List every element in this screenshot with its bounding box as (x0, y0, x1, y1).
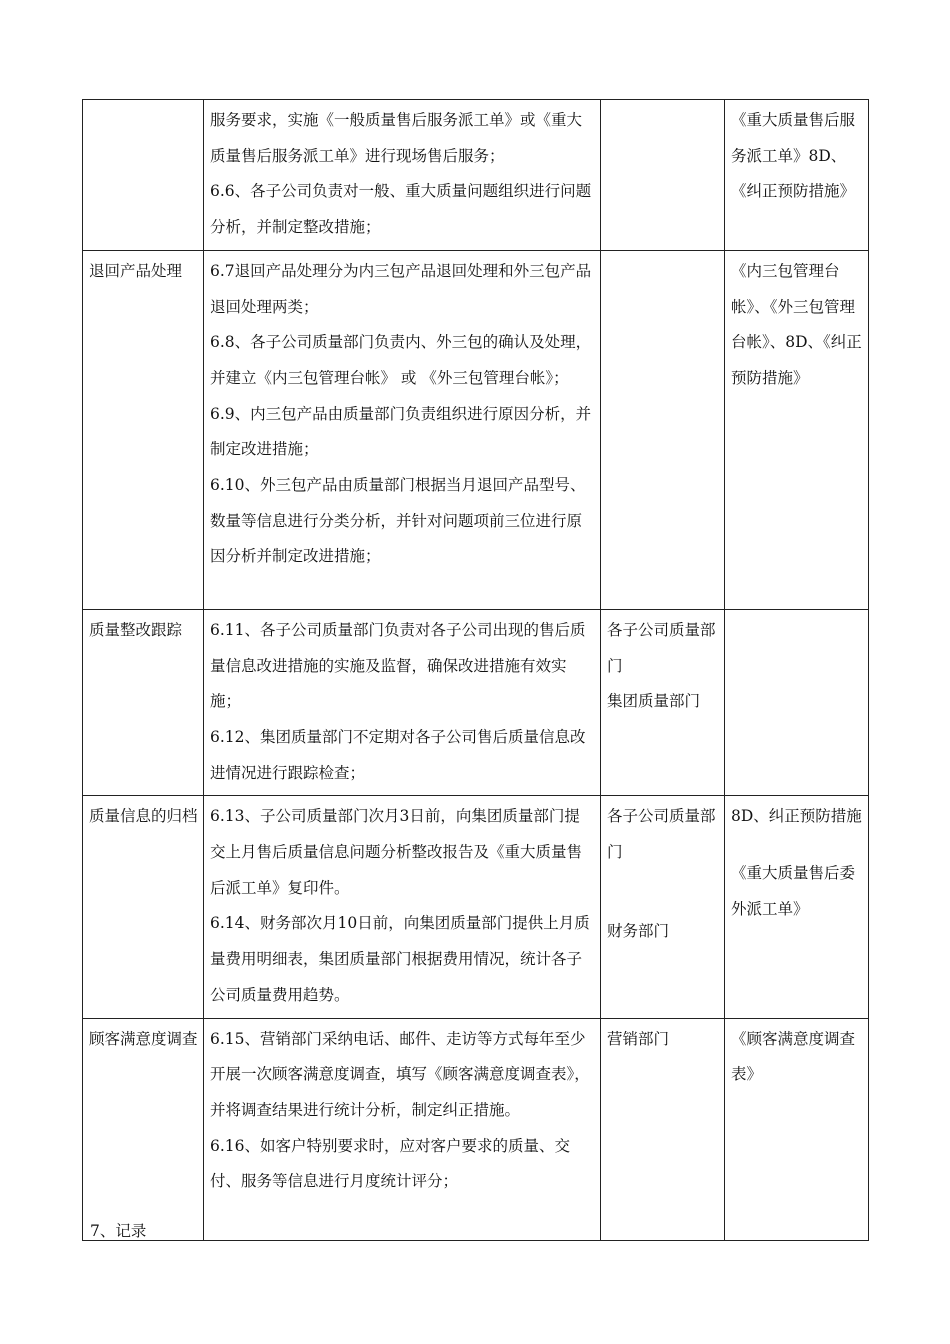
content-paragraph: 6.11、各子公司质量部门负责对各子公司出现的售后质量信息改进措施的实施及监督，确保改进措施有效实施； (210, 620, 586, 711)
content-paragraph: 6.8、各子公司质量部门负责内、外三包的确认及处理，并建立《内三包管理台帐》 或 《外三包管理台帐》； (210, 333, 592, 387)
department-cell (601, 100, 725, 251)
department-cell (601, 250, 725, 609)
department-text: 财务部门 (607, 921, 670, 940)
content-paragraph: 6.7退回产品处理分为内三包产品退回处理和外三包产品退回处理两类； (210, 261, 592, 316)
table-row (83, 609, 869, 796)
content-paragraph: 6.15、营销部门采纳电话、邮件、走访等方式每年至少开展一次顾客满意度调查，填写《顾客满意度调查表》，并将调查结果进行统计分析，制定纠正措施。 (210, 1029, 590, 1119)
content-paragraph: 6.10、外三包产品由质量部门根据当月退回产品型号、数量等信息进行分类分析，并针对问题项前三位进行原因分析并制定改进措施； (210, 476, 586, 566)
content-cell (204, 1018, 601, 1240)
topic-cell (83, 1018, 204, 1240)
topic-cell (83, 796, 204, 1018)
record-cell (725, 796, 869, 1018)
record-cell (725, 250, 869, 609)
content-cell (204, 250, 601, 609)
topic-label: 退回产品处理 (89, 261, 183, 280)
content-paragraph: 6.9、内三包产品由质量部门负责组织进行原因分析，并制定改进措施； (210, 404, 592, 459)
content-paragraph: 6.13、子公司质量部门次月3日前，向集团质量部门提交上月售后质量信息问题分析整改报告及《重大质量售后派工单》复印件。 (210, 807, 583, 897)
topic-cell (83, 100, 204, 251)
content-paragraph: 服务要求，实施《一般质量售后服务派工单》或《重大质量售后服务派工单》进行现场售后服务； (210, 111, 583, 165)
department-text: 集团质量部门 (607, 692, 701, 711)
department-cell (601, 1018, 725, 1240)
record-text: 《重大质量售后委外派工单》 (731, 864, 856, 918)
topic-cell (83, 609, 204, 796)
department-cell (601, 796, 725, 1018)
record-cell (725, 100, 869, 251)
topic-cell (83, 250, 204, 609)
department-text: 各子公司质量部门 (607, 807, 716, 862)
content-cell (204, 796, 601, 1018)
department-cell (601, 609, 725, 796)
department-text: 各子公司质量部门 (607, 620, 716, 675)
record-text: 8D、纠正预防措施 (731, 807, 862, 826)
content-paragraph: 6.12、集团质量部门不定期对各子公司售后质量信息改进情况进行跟踪检查； (210, 727, 586, 782)
topic-label: 顾客满意度调查 (89, 1029, 198, 1048)
table-row (83, 1018, 869, 1240)
content-paragraph: 6.14、财务部次月10日前，向集团质量部门提供上月质量费用明细表，集团质量部门根据费用情况，统计各子公司质量费用趋势。 (210, 914, 590, 1004)
record-cell (725, 1018, 869, 1240)
table-row (83, 100, 869, 251)
content-cell (204, 609, 601, 796)
table-row (83, 250, 869, 609)
spacer (607, 871, 719, 914)
section-heading: 7、记录 (90, 1222, 147, 1240)
record-cell (725, 609, 869, 796)
content-paragraph: 6.16、如客户特别要求时，应对客户要求的质量、交付、服务等信息进行月度统计评分； (210, 1136, 571, 1191)
procedure-table (82, 99, 869, 1241)
content-paragraph: 6.6、各子公司负责对一般、重大质量问题组织进行问题分析，并制定整改措施； (210, 182, 592, 237)
topic-label: 质量信息的归档 (89, 807, 198, 826)
topic-label: 质量整改跟踪 (89, 620, 183, 639)
content-cell (204, 100, 601, 251)
spacer (731, 835, 863, 856)
table-row (83, 796, 869, 1018)
record-text: 《重大质量售后服务派工单》8D、《纠正预防措施》 (731, 111, 856, 201)
record-text: 《内三包管理台帐》、《外三包管理台帐》、8D、《纠正预防措施》 (731, 261, 862, 387)
department-text: 营销部门 (607, 1029, 670, 1048)
record-text: 《顾客满意度调查表》 (731, 1029, 856, 1084)
